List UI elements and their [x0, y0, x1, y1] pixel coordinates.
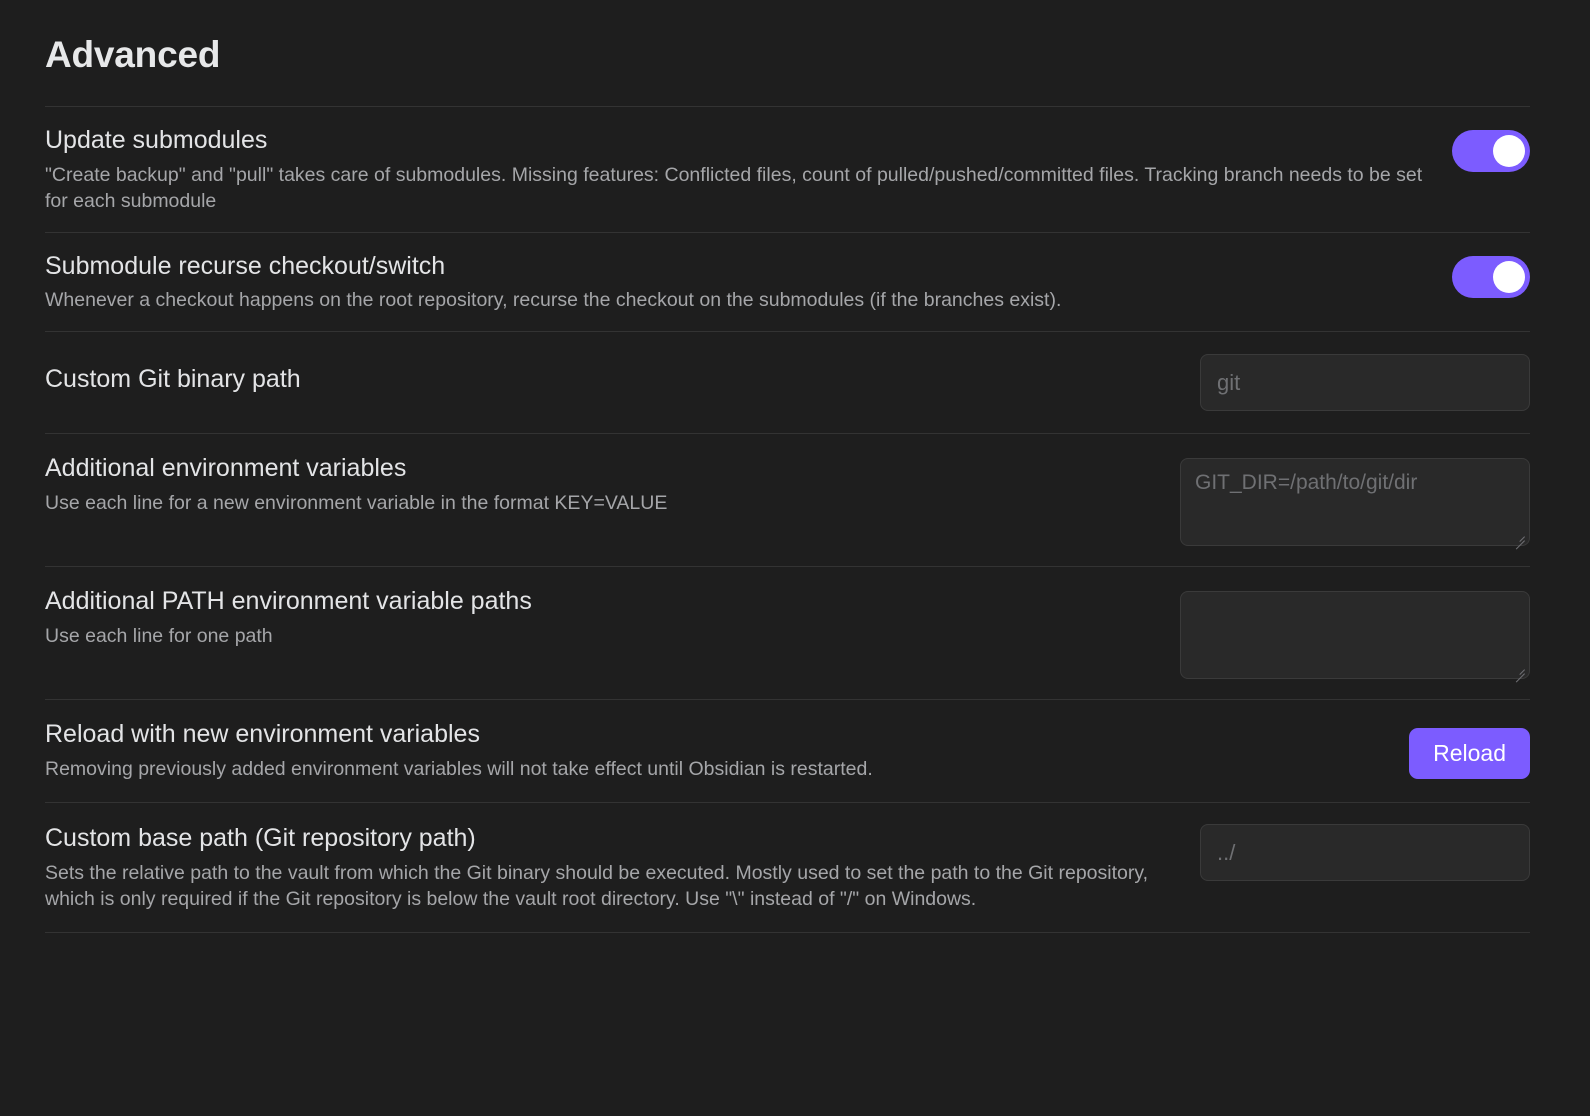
- setting-row-additional-environment-variables: [45, 434, 1530, 566]
- setting-info: [45, 454, 1156, 516]
- toggle-knob-icon: [1493, 135, 1525, 167]
- setting-control: [1180, 454, 1530, 546]
- setting-control: [1409, 724, 1530, 779]
- toggle-update-submodules[interactable]: [1452, 130, 1530, 172]
- setting-row-additional-path-environment-variable-paths: [45, 567, 1530, 699]
- setting-control: [1180, 587, 1530, 679]
- additional-path-environment-variable-paths-textarea[interactable]: [1180, 591, 1530, 679]
- setting-row-reload-with-new-environment-variables: [45, 700, 1530, 802]
- toggle-submodule-recurse-checkout[interactable]: [1452, 256, 1530, 298]
- setting-name: Reload with new environment variables: [45, 720, 480, 749]
- setting-description: "Create backup" and "pull" takes care of submodules. Missing features: Conflicted files, count of pulled/pushed/committed files. Tracking branch needs to be set for each submodule: [45, 163, 1423, 212]
- additional-environment-variables-textarea[interactable]: [1180, 458, 1530, 546]
- page-title: Advanced: [45, 34, 221, 75]
- reload-button[interactable]: Reload: [1409, 728, 1530, 779]
- setting-info: [45, 824, 1176, 912]
- setting-row-custom-base-path: [45, 803, 1530, 932]
- textarea-wrapper: [1180, 591, 1530, 679]
- setting-control: [1452, 252, 1530, 298]
- setting-description: Use each line for a new environment variable in the format KEY=VALUE: [45, 491, 668, 514]
- setting-row-custom-git-binary-path: [45, 332, 1530, 433]
- setting-name: Custom base path (Git repository path): [45, 824, 476, 852]
- setting-control: [1200, 824, 1530, 881]
- setting-name: Submodule recurse checkout/switch: [45, 251, 446, 280]
- setting-description: Sets the relative path to the vault from which the Git binary should be executed. Mostly used to set the path to the Git repository, which is only required if the Git repository is below the vault root directory. Use "\" instead of "/" on Windows.: [45, 861, 1149, 910]
- custom-git-binary-path-input[interactable]: [1200, 354, 1530, 411]
- custom-base-path-input[interactable]: [1200, 824, 1530, 881]
- setting-info: [45, 720, 1385, 782]
- setting-description: Whenever a checkout happens on the root repository, recurse the checkout on the submodules (if the branches exist).: [45, 289, 1062, 312]
- setting-row-update-submodules: [45, 107, 1530, 232]
- setting-name: Additional PATH environment variable paths: [45, 587, 532, 616]
- setting-name: Additional environment variables: [45, 454, 407, 483]
- toggle-knob-icon: [1493, 261, 1525, 293]
- setting-name: Update submodules: [45, 126, 268, 154]
- setting-info: [45, 126, 1428, 214]
- setting-info: [45, 587, 1156, 649]
- setting-info: [45, 365, 1176, 401]
- setting-description: Removing previously added environment variables will not take effect until Obsidian is restarted.: [45, 757, 873, 780]
- setting-control: [1452, 126, 1530, 172]
- setting-description: Use each line for one path: [45, 624, 273, 647]
- setting-info: [45, 252, 1425, 314]
- divider: [45, 932, 1530, 933]
- textarea-wrapper: [1180, 458, 1530, 546]
- setting-name: Custom Git binary path: [45, 365, 301, 394]
- setting-row-submodule-recurse-checkout: [45, 233, 1530, 332]
- setting-control: [1200, 354, 1530, 411]
